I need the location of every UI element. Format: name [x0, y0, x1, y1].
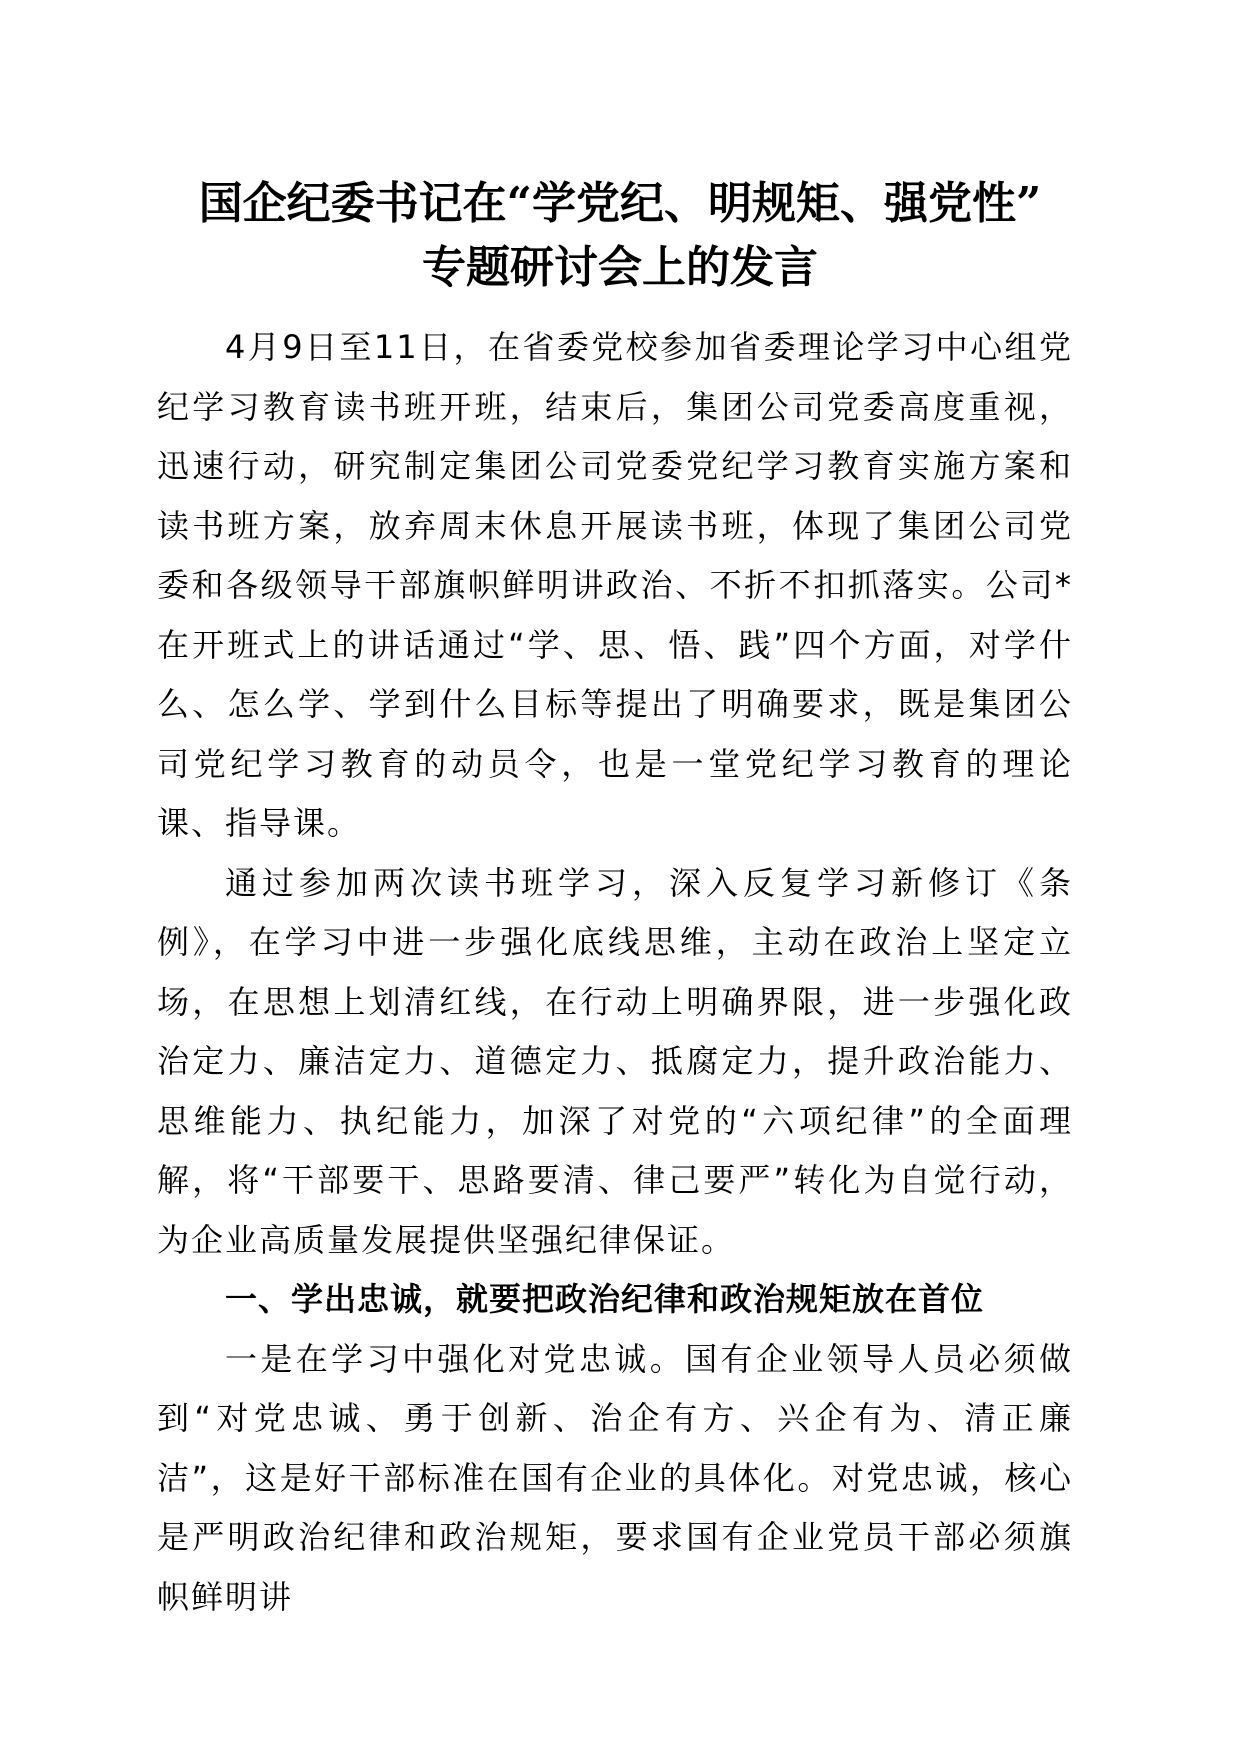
title-line-1: 国企纪委书记在“学党纪、明规矩、强党性” [198, 178, 1042, 229]
body-paragraph-2: 通过参加两次读书班学习，深入反复学习新修订《条例》，在学习中进一步强化底线思维，主动在政治上坚定立场，在思想上划清红线，在行动上明确界限，进一步强化政治定力、廉洁定力、道德定力、抵腐定力，提升政治能力、思维能力、执纪能力，加深了对党的“六项纪律”的全面理解，将“干部要干、思路要清、律己要严”转化为自觉行动，为企业高质量发展提供坚强纪律保证。 [157, 863, 1073, 1259]
document-title [140, 172, 1100, 300]
section-paragraph: 一是在学习中强化对党忠诚。国有企业领导人员必须做到“对党忠诚、勇于创新、治企有方、兴企有为、清正廉洁”，这是好干部标准在国有企业的具体化。对党忠诚，核心是严明政治纪律和政治规矩，要求国有企业党员干部必须旗帜鲜明讲 [157, 1339, 1073, 1616]
title-line-2: 专题研讨会上的发言 [422, 242, 818, 293]
document-body [157, 318, 1073, 1627]
body-paragraph-1: 4月9日至11日，在省委党校参加省委理论学习中心组党纪学习教育读书班开班，结束后，集团公司党委高度重视，迅速行动，研究制定集团公司党委党纪学习教育实施方案和读书班方案，放弃周末休息开展读书班，体现了集团公司党委和各级领导干部旗帜鲜明讲政治、不折不扣抓落实。公司*在开班式上的讲话通过“学、思、悟、践”四个方面，对学什么、怎么学、学到什么目标等提出了明确要求，既是集团公司党纪学习教育的动员令，也是一堂党纪学习教育的理论课、指导课。 [157, 328, 1073, 842]
section-heading: 一、学出忠诚，就要把政治纪律和政治规矩放在首位 [225, 1280, 985, 1318]
